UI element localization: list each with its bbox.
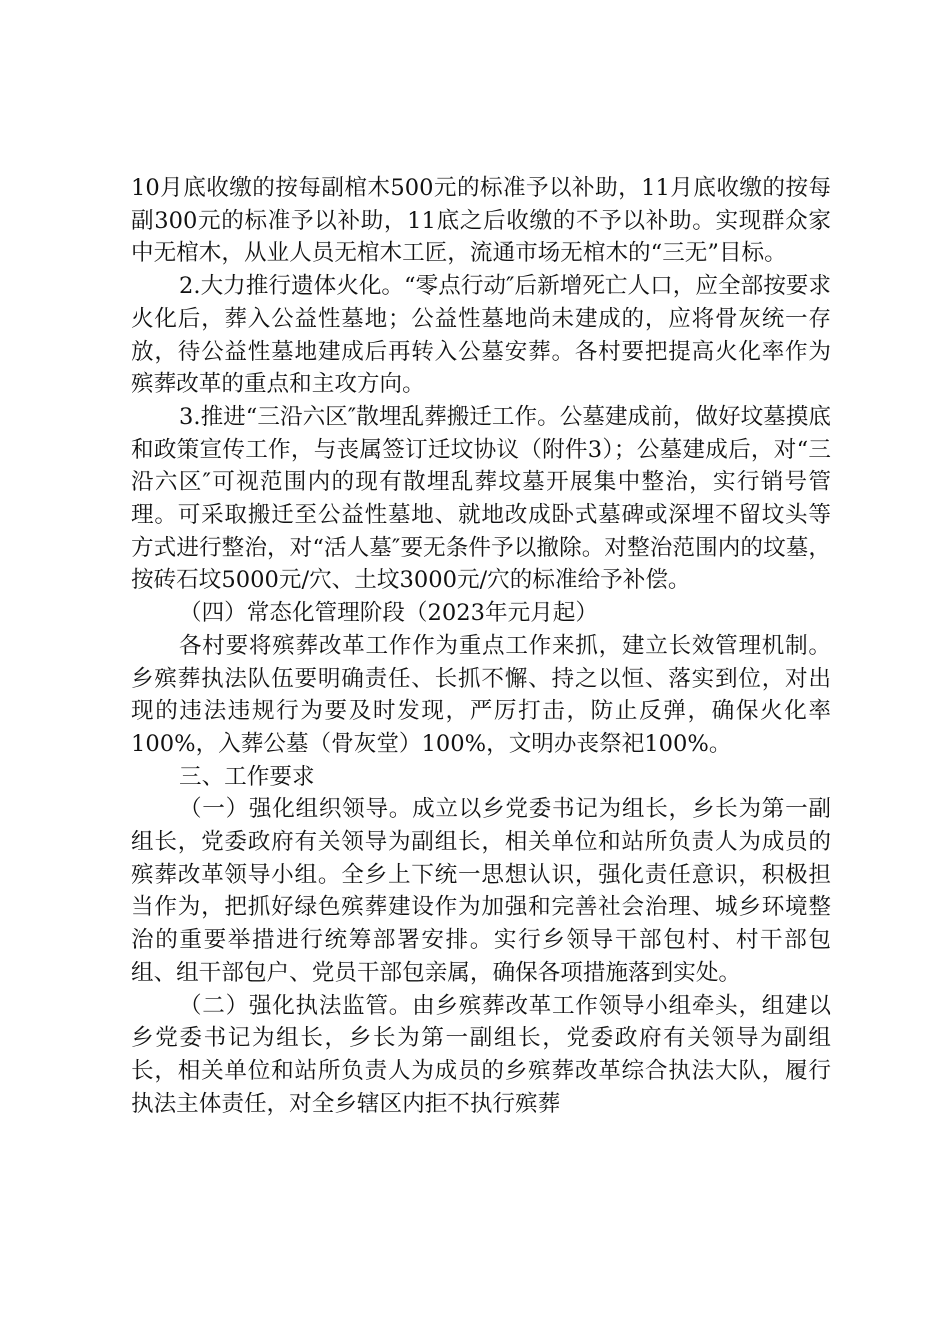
section-heading-normalization: （四）常态化管理阶段（2023年元月起） xyxy=(179,600,598,627)
paragraph-leadership: （一）强化组织领导。成立以乡党委书记为组长，乡长为第一副组长，党委政府有关领导为副组长，相关单位和站所负责人为成员的殡葬改革领导小组。全乡上下统一思想认识，强化责任意识，积极担当作为，把抓好绿色殡葬建设作为加强和完善社会治理、城乡环境整治的重要举措进行统筹部署安排。实行乡领导干部包村、村干部包组、组干部包户、党员干部包亲属，确保各项措施落到实处。 xyxy=(131,796,831,986)
paragraph-cremation: 2.大力推行遗体火化。“零点行动″后新增死亡人口，应全部按要求火化后，葬入公益性墓地；公益性墓地尚未建成的，应将骨灰统一存放，待公益性墓地建成后再转入公墓安葬。各村要把提高火化率作为殡葬改革的重点和主攻方向。 xyxy=(131,273,831,398)
section-heading-requirements: 三、工作要求 xyxy=(179,763,315,790)
document-body xyxy=(131,172,831,1120)
paragraph-relocation: 3.推进“三沿六区″散埋乱葬搬迁工作。公墓建成前，做好坟墓摸底和政策宣传工作，与丧属签订迁坟协议（附件3）；公墓建成后，对“三沿六区″可视范围内的现有散埋乱葬坟墓开展集中整治，实行销号管理。可采取搬迁至公益性墓地、就地改成卧式墓碑或深埋不留坟头等方式进行整治，对“活人墓″要无条件予以撤除。对整治范围内的坟墓，按砖石坟5000元/穴、土坟3000元/穴的标准给予补偿。 xyxy=(131,403,831,594)
paragraph-1: 10月底收缴的按每副棺木500元的标准予以补助，11月底收缴的按每副300元的标准予以补助，11底之后收缴的不予以补助。实现群众家中无棺木，从业人员无棺木工匠，流通市场无棺木的“三无”目标。 xyxy=(131,175,831,267)
paragraph-enforcement: （二）强化执法监管。由乡殡葬改革工作领导小组牵头，组建以乡党委书记为组长，乡长为第一副组长，党委政府有关领导为副组长，相关单位和站所负责人为成员的乡殡葬改革综合执法大队，履行执法主体责任，对全乡辖区内拒不执行殡葬 xyxy=(131,992,831,1117)
paragraph-normalization: 各村要将殡葬改革工作作为重点工作来抓，建立长效管理机制。乡殡葬执法队伍要明确责任、长抓不懈、持之以恒、落实到位，对出现的违法违规行为要及时发现，严厉打击，防止反弹，确保火化率100%，入葬公墓（骨灰堂）100%，文明办丧祭祀100%。 xyxy=(131,632,831,757)
